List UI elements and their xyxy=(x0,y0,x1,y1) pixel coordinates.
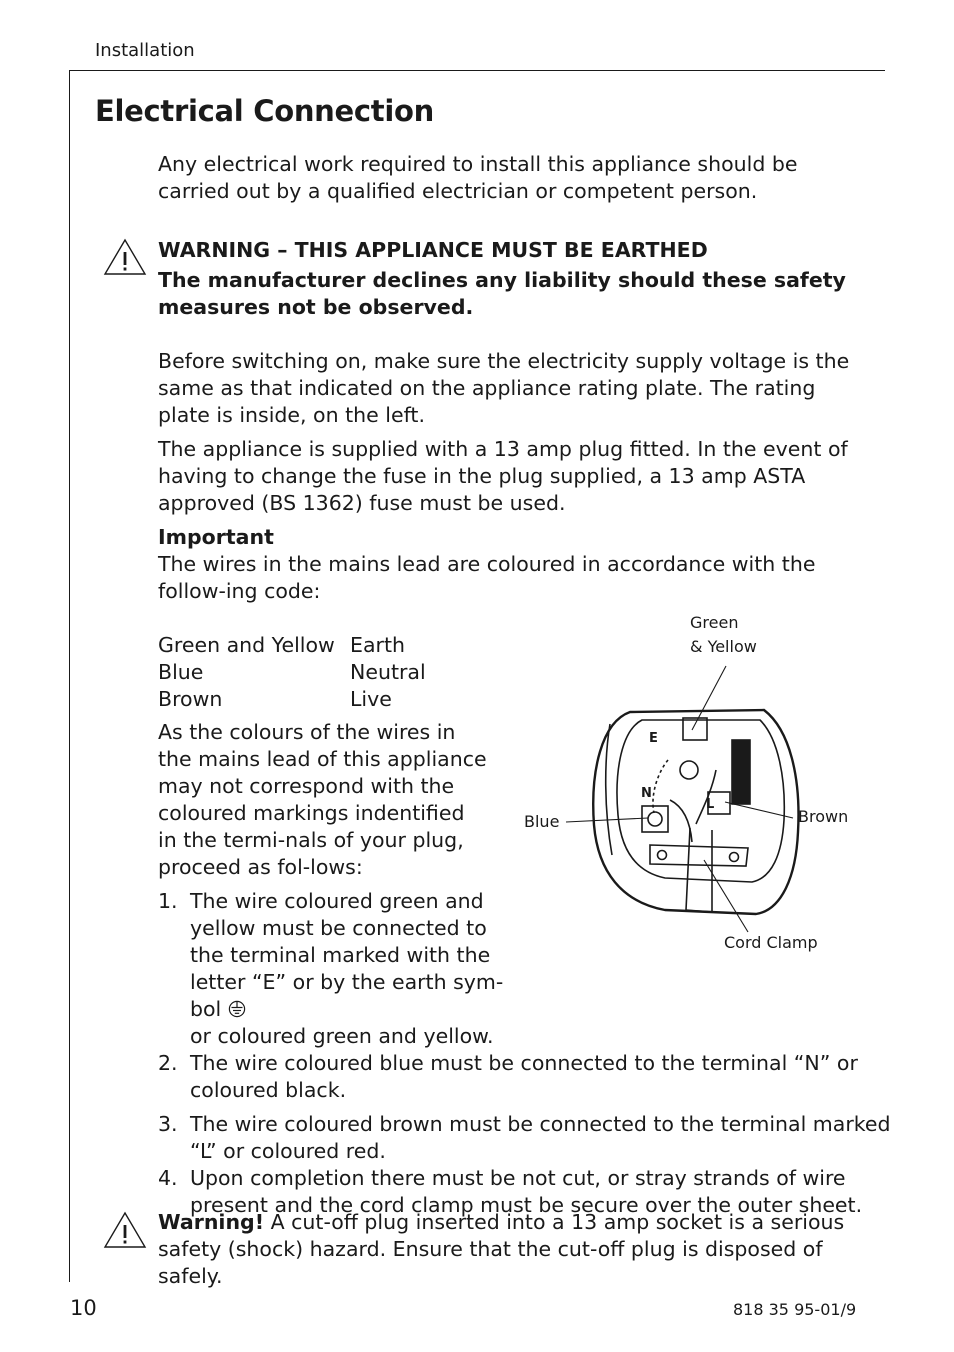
step-number: 4. xyxy=(158,1166,178,1190)
margin-rule xyxy=(69,70,70,1282)
page-number: 10 xyxy=(70,1296,97,1320)
colour-row xyxy=(158,686,426,713)
plug-wiring-diagram xyxy=(520,610,860,955)
step-text: The wire coloured blue must be connected to the terminal “N” or coloured black. xyxy=(190,1051,858,1102)
warning2-label: Warning! xyxy=(158,1210,265,1234)
blue-label: Blue xyxy=(524,812,560,831)
green-label: Green xyxy=(690,613,739,632)
step-number: 3. xyxy=(158,1112,178,1136)
terminal-e-label: E xyxy=(649,731,658,746)
plug-paragraph: The appliance is supplied with a 13 amp plug fitted. In the event of having to change the fuse in the plug supplied, a 13 amp ASTA approved (BS 1362) fuse must be used. xyxy=(158,437,848,515)
voltage-paragraph: Before switching on, make sure the electricity supply voltage is the same as that indicated on the appliance rating plate. The rating plate is inside, on the left. xyxy=(158,349,850,427)
colour-function: Earth xyxy=(350,633,405,657)
fuse-label: 13A xyxy=(753,755,766,779)
colour-function: Neutral xyxy=(350,660,426,684)
brown-label: Brown xyxy=(798,807,849,826)
list-item xyxy=(158,888,510,1050)
step-number: 1. xyxy=(158,889,178,913)
warning-icon xyxy=(103,1211,147,1249)
list-item xyxy=(158,1050,862,1104)
intro-paragraph: Any electrical work required to install this appliance should be carried out by a qualified electrician or competent person. xyxy=(158,152,798,203)
colours-note: As the colours of the wires in the mains lead of this appliance may not correspond with the coloured markings indentified in the termi-nals of your plug, proceed as fol-lows: xyxy=(158,720,487,879)
yellow-label: & Yellow xyxy=(690,637,757,656)
terminal-l-label: L xyxy=(706,797,715,812)
earth-symbol-icon xyxy=(228,1000,246,1018)
warning2-paragraph xyxy=(158,1209,868,1290)
warning2-text: A cut-off plug inserted into a 13 amp socket is a serious safety (shock) hazard. Ensure that the cut-off plug is disposed of safely. xyxy=(158,1210,845,1288)
colour-code-table xyxy=(158,632,426,713)
colour-row xyxy=(158,659,426,686)
header-rule xyxy=(69,70,885,71)
important-heading: Important xyxy=(158,525,274,549)
colour-name: Green and Yellow xyxy=(158,633,335,657)
document-code: 818 35 95-01/9 xyxy=(733,1300,857,1319)
warning-icon xyxy=(103,238,147,276)
colour-row xyxy=(158,632,426,659)
section-label: Installation xyxy=(95,40,195,61)
step-text-end: or coloured green and yellow. xyxy=(190,1024,494,1048)
cord-clamp-label: Cord Clamp xyxy=(724,933,818,952)
colour-function: Live xyxy=(350,687,392,711)
page-title: Electrical Connection xyxy=(95,94,434,128)
list-item xyxy=(158,1111,895,1165)
warning-heading: WARNING – THIS APPLIANCE MUST BE EARTHED xyxy=(158,238,708,262)
step-text: The wire coloured green and yellow must be connected to the terminal marked with the letter “E” or by the earth sym-bol xyxy=(190,889,504,1021)
colour-name: Brown xyxy=(158,687,223,711)
important-text: The wires in the mains lead are coloured in accordance with the follow-ing code: xyxy=(158,552,816,603)
step-text: Upon completion there must be not cut, or stray strands of wire present and the cord clamp must be secure over the outer sheet. xyxy=(190,1166,863,1217)
colour-name: Blue xyxy=(158,660,204,684)
terminal-n-label: N xyxy=(641,786,652,801)
step-text: The wire coloured brown must be connected to the terminal marked “L” or coloured red. xyxy=(190,1112,891,1163)
warning-text: The manufacturer declines any liability should these safety measures not be observed. xyxy=(158,268,846,319)
step-number: 2. xyxy=(158,1051,178,1075)
